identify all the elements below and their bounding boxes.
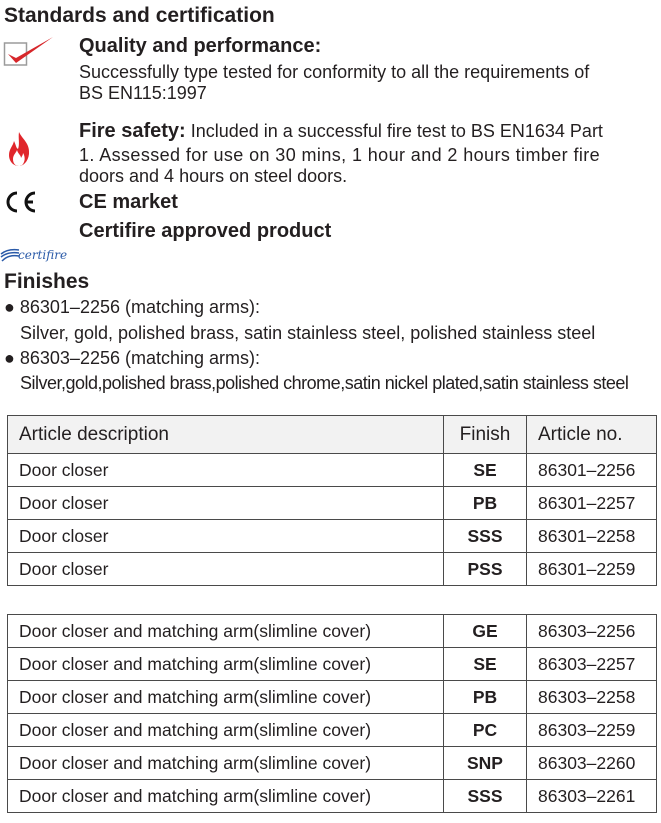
row-description: Door closer and matching arm(slimline cover) bbox=[8, 714, 444, 747]
standards-heading: Standards and certification bbox=[4, 4, 275, 27]
table-row bbox=[8, 780, 657, 813]
certifire-logo-text: certifire bbox=[18, 248, 68, 262]
row-finish: PB bbox=[444, 681, 527, 714]
flame-icon bbox=[4, 130, 34, 168]
quality-text-line2: BS EN115:1997 bbox=[79, 83, 207, 103]
row-article-no: 86301–2257 bbox=[527, 487, 657, 520]
quality-text-line1: Successfully type tested for conformity to all the requirements of bbox=[79, 62, 590, 82]
row-description: Door closer and matching arm(slimline cover) bbox=[8, 648, 444, 681]
row-description: Door closer bbox=[8, 520, 444, 553]
row-article-no: 86303–2259 bbox=[527, 714, 657, 747]
table-row bbox=[8, 520, 657, 553]
fire-title: Fire safety: bbox=[79, 120, 186, 142]
row-article-no: 86303–2256 bbox=[527, 615, 657, 648]
row-finish: SSS bbox=[444, 520, 527, 553]
finishes-heading: Finishes bbox=[4, 270, 90, 293]
row-article-no: 86301–2258 bbox=[527, 520, 657, 553]
fire-text-line3: doors and 4 hours on steel doors. bbox=[79, 166, 348, 186]
row-finish: PSS bbox=[444, 553, 527, 586]
row-finish: SE bbox=[444, 648, 527, 681]
row-finish: PC bbox=[444, 714, 527, 747]
row-description: Door closer and matching arm(slimline cover) bbox=[8, 615, 444, 648]
row-description: Door closer bbox=[8, 553, 444, 586]
row-article-no: 86303–2260 bbox=[527, 747, 657, 780]
row-finish: PB bbox=[444, 487, 527, 520]
table-header-row bbox=[8, 416, 657, 454]
header-finish: Finish bbox=[444, 416, 527, 454]
table-row bbox=[8, 681, 657, 714]
ce-title: CE market bbox=[79, 191, 178, 213]
fire-text-first: Included in a successful fire test to BS EN1634 Part bbox=[185, 121, 603, 141]
certifire-title: Certifire approved product bbox=[79, 220, 332, 242]
table-row bbox=[8, 454, 657, 487]
table-row bbox=[8, 714, 657, 747]
row-article-no: 86303–2257 bbox=[527, 648, 657, 681]
certifire-swoosh-icon bbox=[0, 244, 20, 264]
fire-text-line2: 1. Assessed for use on 30 mins, 1 hour and 2 hours timber fire bbox=[79, 145, 601, 165]
row-finish: SE bbox=[444, 454, 527, 487]
table-row bbox=[8, 648, 657, 681]
row-description: Door closer and matching arm(slimline cover) bbox=[8, 747, 444, 780]
header-article-description: Article description bbox=[8, 416, 444, 454]
ce-mark-icon bbox=[2, 190, 38, 214]
table-row bbox=[8, 747, 657, 780]
row-description: Door closer and matching arm(slimline cover) bbox=[8, 780, 444, 813]
checkmark-box-icon bbox=[3, 34, 55, 68]
row-finish: SNP bbox=[444, 747, 527, 780]
table-row bbox=[8, 487, 657, 520]
table-row bbox=[8, 553, 657, 586]
row-article-no: 86301–2256 bbox=[527, 454, 657, 487]
row-article-no: 86303–2261 bbox=[527, 780, 657, 813]
row-finish: SSS bbox=[444, 780, 527, 813]
certifire-logo bbox=[0, 244, 70, 266]
row-description: Door closer bbox=[8, 487, 444, 520]
row-finish: GE bbox=[444, 615, 527, 648]
table-row bbox=[8, 615, 657, 648]
fire-text-line1 bbox=[79, 121, 603, 142]
row-article-no: 86301–2259 bbox=[527, 553, 657, 586]
article-table-86303 bbox=[7, 614, 657, 813]
finish-item-1-detail: Silver, gold, polished brass, satin stainless steel, polished stainless steel bbox=[20, 323, 596, 343]
header-article-no: Article no. bbox=[527, 416, 657, 454]
article-table-86301 bbox=[7, 415, 657, 586]
row-description: Door closer bbox=[8, 454, 444, 487]
row-description: Door closer and matching arm(slimline cover) bbox=[8, 681, 444, 714]
row-article-no: 86303–2258 bbox=[527, 681, 657, 714]
finish-item-2-bullet: ● 86303–2256 (matching arms): bbox=[4, 348, 261, 368]
finish-item-2-detail: Silver,gold,polished brass,polished chrome,satin nickel plated,satin stainless steel bbox=[20, 373, 629, 393]
finish-item-1-bullet: ● 86301–2256 (matching arms): bbox=[4, 297, 261, 317]
quality-title: Quality and performance: bbox=[79, 35, 322, 57]
